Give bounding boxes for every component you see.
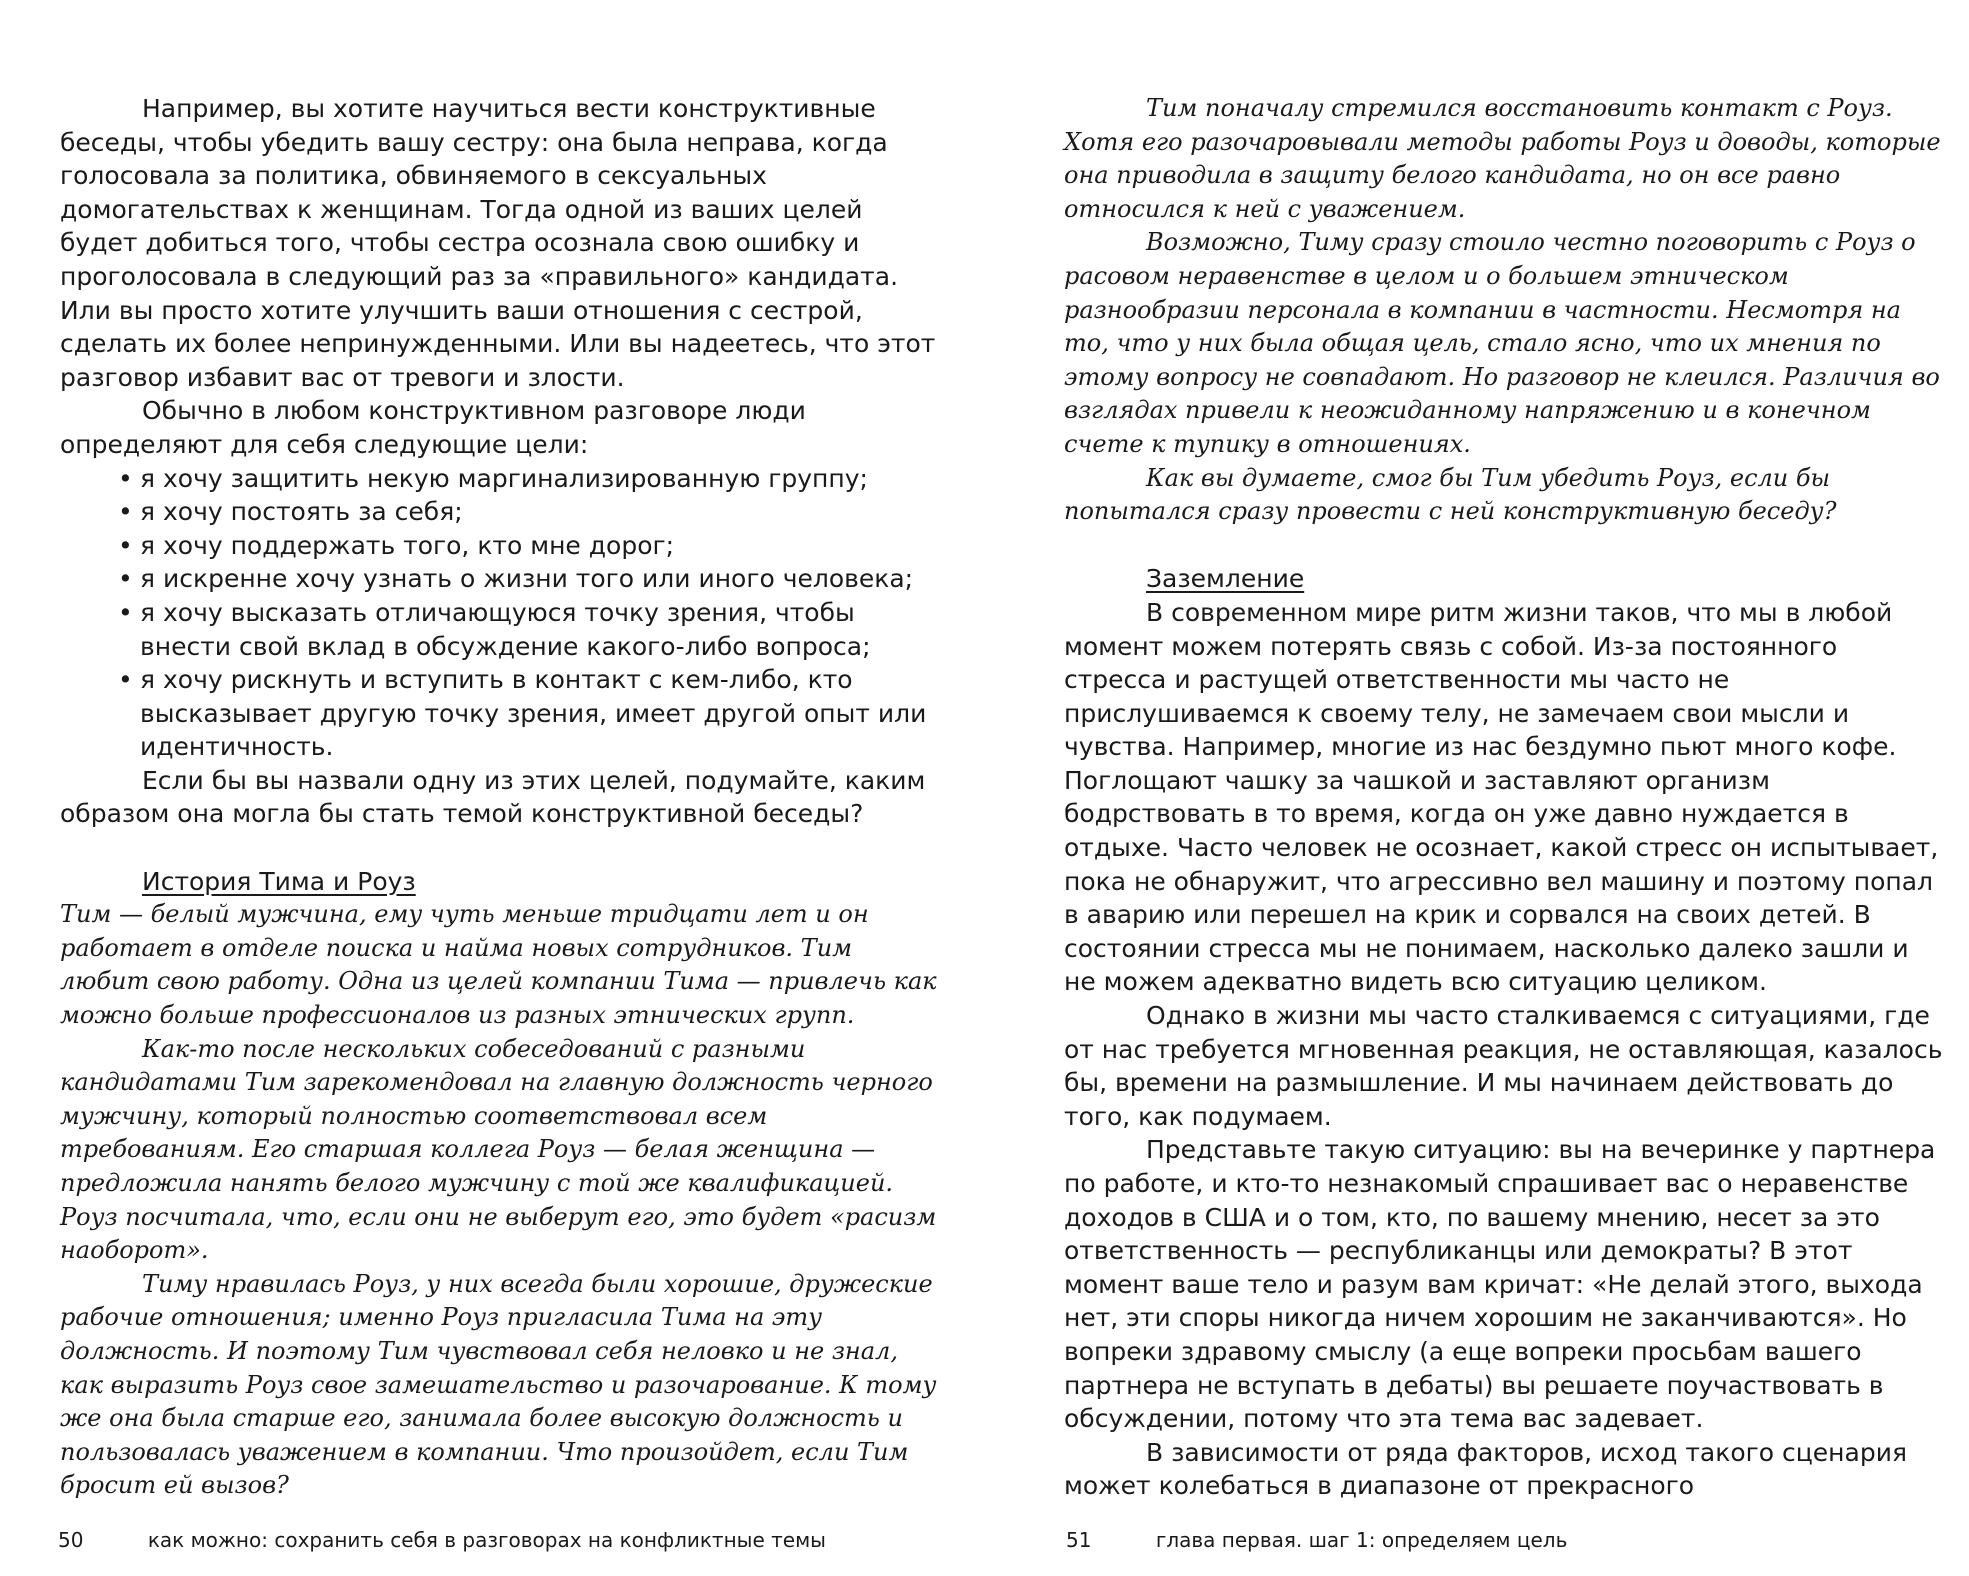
paragraph: Однако в жизни мы часто сталкиваемся с ситуациями, где от нас требуется мгновенная реакция, не оставляющая, казалось бы, времени на размышление. И мы начинаем действовать до того, как подумаем. [1064,1001,1943,1131]
story-paragraph: Тиму нравилась Роуз, у них всегда были хорошие, дружеские рабочие отношения; именно Роуз пригласила Тима на эту должность. И поэтому Тим чувствовал себя неловко и не знал, как выразить Роуз свое замешательство и разочарование. К тому же она была старше его, занимала более высокую должность и пользовалась уважением в компании. Что произойдет, если Тим бросит ей вызов? [60,1269,937,1500]
paragraph: Если бы вы назвали одну из этих целей, подумайте, каким образом она могла бы стать темой конструктивной беседы? [60,765,926,829]
goals-list [60,462,940,764]
list-item-text: я хочу высказать отличающуюся точку зрения, чтобы внести свой вклад в обсуждение какого-либо вопроса; [140,597,871,661]
right-page [1064,92,1944,1503]
paragraph: В современном мире ритм жизни таков, что мы в любой момент можем потерять связь с собой. Из-за постоянного стресса и растущей ответственности мы часто не прислушиваемся к своему телу, не замечаем свои мысли и чувства. Например, многие из нас бездумно пьют много кофе. Поглощают чашку за чашкой и заставляют организм бодрствовать в то время, когда он уже давно нуждается в отдыхе. Часто человек не осознает, какой стресс он испытывает, пока не обнаружит, что агрессивно вел машину и поэтому попал в аварию или перешел на крик и сорвался на своих детей. В состоянии стресса мы не понимаем, насколько далеко зашли и не можем адекватно видеть всю ситуацию целиком. [1064,597,1939,997]
list-item-text: я хочу постоять за себя; [140,497,463,527]
story-paragraph: Тим поначалу стремился восстановить контакт с Роуз. Хотя его разочаровывали методы работы Роуз и доводы, которые она приводила в защиту белого кандидата, но он все равно относился к ней с уважением. [1064,94,1941,223]
page-number: 51 [1066,1528,1092,1552]
left-page [60,92,940,1503]
story-paragraph: Возможно, Тиму сразу стоило честно поговорить с Роуз о расовом неравенстве в целом и о большем этническом разнообразии персонала в компании в частности. Несмотря на то, что у них была общая цель, стало ясно, что их мнения по этому вопросу не совпадают. Но разговор не клеился. Различия во взглядах привели к неожиданному напряжению и в конечном счете к тупику в отношениях. [1064,228,1940,458]
story-paragraph: Как вы думаете, смог бы Тим убедить Роуз, если бы попытался сразу провести с ней конструктивную беседу? [1064,463,1837,526]
paragraph: Представьте такую ситуацию: вы на вечеринке у партнера по работе, и кто-то незнакомый спрашивает вас о неравенстве доходов в США и о том, кто, по вашему мнению, несет за это ответственность — республиканцы или демократы? В этот момент ваше тело и разум вам кричат: «Не делай этого, выхода нет, эти споры никогда ничем хорошим не заканчиваются». Но вопреки здравому смыслу (а еще вопреки просьбам вашего партнера не вступать в дебаты) вы решаете поучаствовать в обсуждении, потому что эта тема вас задевает. [1064,1135,1936,1434]
paragraph: В зависимости от ряда факторов, исход такого сценария может колебаться в диапазоне от прекрасного [1064,1437,1907,1501]
running-title: как можно: сохранить себя в разговорах на конфликтные темы [147,1528,826,1552]
list-item-text: я хочу рискнуть и вступить в контакт с кем-либо, кто высказывает другую точку зрения, имеет другой опыт или идентичность. [140,665,927,762]
story-paragraph: Тим — белый мужчина, ему чуть меньше тридцати лет и он работает в отделе поиска и найма новых сотрудников. Тим любит свою работу. Одна из целей компании Тима — привлечь как можно больше профессионалов из разных этнических групп. [60,900,937,1030]
list-item: • я хочу защитить некую маргинализированную группу; [118,463,868,493]
list-item: • я хочу высказать отличающуюся точку зрения, чтобы внести свой вклад в обсуждение какого-либо вопроса; [118,597,871,661]
running-title: глава первая. шаг 1: определяем цель [1155,1528,1568,1552]
list-item-text: я хочу поддержать того, кто мне дорог; [140,530,675,560]
page-number: 50 [58,1528,84,1552]
section-heading: Заземление [1146,564,1305,594]
list-item: • я хочу постоять за себя; [118,497,463,527]
right-footer [1066,1528,1567,1552]
list-item: • я хочу рискнуть и вступить в контакт с кем-либо, кто высказывает другую точку зрения, имеет другой опыт или идентичность. [118,665,927,762]
list-item-text: я искренне хочу узнать о жизни того или иного человека; [140,564,914,594]
paragraph: Обычно в любом конструктивном разговоре люди определяют для себя следующие цели: [60,396,806,459]
paragraph: Например, вы хотите научиться вести конструктивные беседы, чтобы убедить вашу сестру: она была неправа, когда голосовала за политика, обвиняемого в сексуальных домогательствах к женщинам. Тогда одной из ваших целей будет добиться того, чтобы сестра осознала свою ошибку и проголосовала в следующий раз за «правильного» кандидата. Или вы просто хотите улучшить ваши отношения с сестрой, сделать их более непринужденными. Или вы надеетесь, что этот разговор избавит вас от тревоги и злости. [60,94,936,392]
story-heading: История Тима и Роуз [142,866,416,896]
left-footer [58,1528,826,1552]
list-item-text: я хочу защитить некую маргинализированную группу; [140,463,868,493]
story-paragraph: Как-то после нескольких собеседований с разными кандидатами Тим зарекомендовал на главную должность черного мужчину, который полностью соответствовал всем требованиям. Его старшая коллега Роуз — белая женщина — предложила нанять белого мужчину с той же квалификацией. Роуз посчитала, что, если они не выберут его, это будет «расизм наоборот». [60,1034,937,1265]
list-item: • я хочу поддержать того, кто мне дорог; [118,530,675,560]
list-item: • я искренне хочу узнать о жизни того или иного человека; [118,564,914,594]
